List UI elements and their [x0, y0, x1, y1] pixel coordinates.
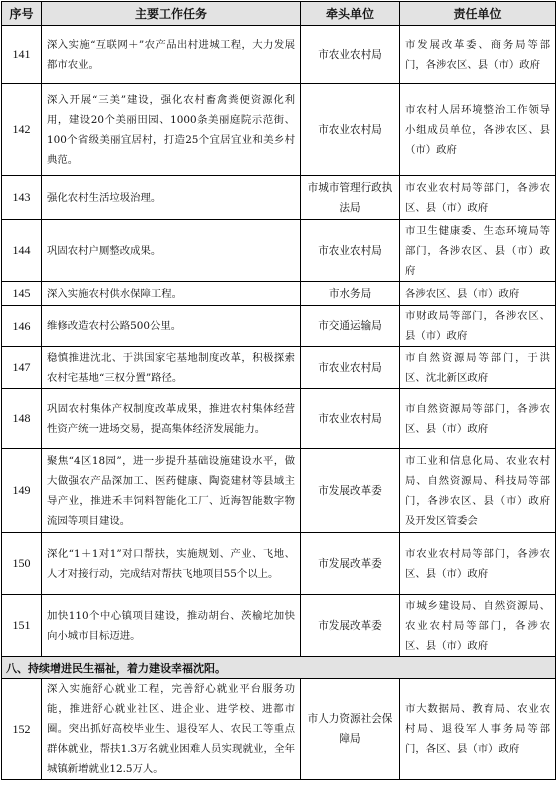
- table-row: [2, 347, 556, 389]
- row-number: 149: [2, 449, 42, 533]
- row-lead-unit: 市农业农村局: [301, 347, 400, 389]
- row-number: 143: [2, 176, 42, 220]
- row-lead-unit: 市发展改革委: [301, 533, 400, 595]
- table-row: [2, 449, 556, 533]
- table-row: [2, 26, 556, 84]
- work-task-table: [1, 1, 556, 780]
- row-number: 146: [2, 306, 42, 347]
- row-responsible-units: 市自然资源局等部门，于洪区、沈北新区政府: [400, 347, 556, 389]
- row-task: 聚焦“4区18园”，进一步提升基础设施建设水平，做大做强农产品深加工、医药健康、陶瓷建材等县域主导产业，推进禾丰饲料智能化工厂、近海智能数字物流园等项目建设。: [42, 449, 301, 533]
- row-lead-unit: 市农业农村局: [301, 220, 400, 282]
- table-row: [2, 282, 556, 306]
- table-row: [2, 595, 556, 657]
- row-task: 稳慎推进沈北、于洪国家宅基地制度改革，积极探索农村宅基地“三权分置”路径。: [42, 347, 301, 389]
- row-number: 148: [2, 389, 42, 449]
- document-page: [1, 1, 556, 780]
- row-task: 巩固农村户厕整改成果。: [42, 220, 301, 282]
- row-responsible-units: 市发展改革委、商务局等部门，各涉农区、县（市）政府: [400, 26, 556, 84]
- row-responsible-units: 市大数据局、教育局、农业农村局、退役军人事务局等部门，各区、县（市）政府: [400, 679, 556, 780]
- row-responsible-units: 市城乡建设局、自然资源局、农业农村局等部门，各涉农区、县（市）政府: [400, 595, 556, 657]
- section-header-row: [2, 657, 556, 679]
- table-row: [2, 389, 556, 449]
- row-responsible-units: 市财政局等部门，各涉农区、县（市）政府: [400, 306, 556, 347]
- row-responsible-units: 市农业农村局等部门，各涉农区、县（市）政府: [400, 533, 556, 595]
- table-row: [2, 533, 556, 595]
- row-lead-unit: 市农业农村局: [301, 84, 400, 176]
- header-resp: 责任单位: [400, 2, 556, 26]
- row-responsible-units: 市农业农村局等部门，各涉农区、县（市）政府: [400, 176, 556, 220]
- row-task: 深化“1＋1对1”对口帮扶，实施规划、产业、飞地、人才对接行动，完成结对帮扶飞地项目55个以上。: [42, 533, 301, 595]
- table-row: [2, 679, 556, 780]
- table-row: [2, 176, 556, 220]
- row-number: 150: [2, 533, 42, 595]
- header-no: 序号: [2, 2, 42, 26]
- header-lead: 牵头单位: [301, 2, 400, 26]
- table-row: [2, 84, 556, 176]
- row-lead-unit: 市城市管理行政执法局: [301, 176, 400, 220]
- row-responsible-units: 市卫生健康委、生态环境局等部门，各涉农区、县（市）政府: [400, 220, 556, 282]
- row-responsible-units: 市自然资源局等部门，各涉农区、县（市）政府: [400, 389, 556, 449]
- row-number: 145: [2, 282, 42, 306]
- row-responsible-units: 各涉农区、县（市）政府: [400, 282, 556, 306]
- row-number: 147: [2, 347, 42, 389]
- row-task: 深入实施农村供水保障工程。: [42, 282, 301, 306]
- row-number: 141: [2, 26, 42, 84]
- row-number: 144: [2, 220, 42, 282]
- section-heading: 八、持续增进民生福祉，着力建设幸福沈阳。: [2, 657, 556, 679]
- row-number: 151: [2, 595, 42, 657]
- row-lead-unit: 市发展改革委: [301, 449, 400, 533]
- row-lead-unit: 市农业农村局: [301, 26, 400, 84]
- row-responsible-units: 市工业和信息化局、农业农村局、自然资源局、科技局等部门，各涉农区、县（市）政府及开发区管委会: [400, 449, 556, 533]
- row-number: 142: [2, 84, 42, 176]
- table-row: [2, 220, 556, 282]
- row-lead-unit: 市农业农村局: [301, 389, 400, 449]
- row-task: 强化农村生活垃圾治理。: [42, 176, 301, 220]
- row-lead-unit: 市交通运输局: [301, 306, 400, 347]
- row-task: 维修改造农村公路500公里。: [42, 306, 301, 347]
- header-task: 主要工作任务: [42, 2, 301, 26]
- row-task: 巩固农村集体产权制度改革成果，推进农村集体经营性资产统一进场交易，提高集体经济发展能力。: [42, 389, 301, 449]
- row-task: 深入实施舒心就业工程，完善舒心就业平台服务功能，推进舒心就业社区、进企业、进学校、进都市圈。突出抓好高校毕业生、退役军人、农民工等重点群体就业，帮扶1.3万名就业困难人员实现就业，全年城镇新增就业12.5万人。: [42, 679, 301, 780]
- row-task: 深入实施“互联网＋”农产品出村进城工程，大力发展都市农业。: [42, 26, 301, 84]
- table-row: [2, 306, 556, 347]
- row-responsible-units: 市农村人居环境整治工作领导小组成员单位，各涉农区、县（市）政府: [400, 84, 556, 176]
- table-header-row: [2, 2, 556, 26]
- row-number: 152: [2, 679, 42, 780]
- row-lead-unit: 市人力资源社会保障局: [301, 679, 400, 780]
- row-task: 加快110个中心镇项目建设，推动胡台、茨榆坨加快向小城市目标迈进。: [42, 595, 301, 657]
- row-task: 深入开展“三美”建设，强化农村畜禽粪便资源化利用，建设20个美丽田园、1000条美丽庭院示范街、100个省级美丽宜居村，打造25个宜居宜业和美乡村典范。: [42, 84, 301, 176]
- row-lead-unit: 市水务局: [301, 282, 400, 306]
- row-lead-unit: 市发展改革委: [301, 595, 400, 657]
